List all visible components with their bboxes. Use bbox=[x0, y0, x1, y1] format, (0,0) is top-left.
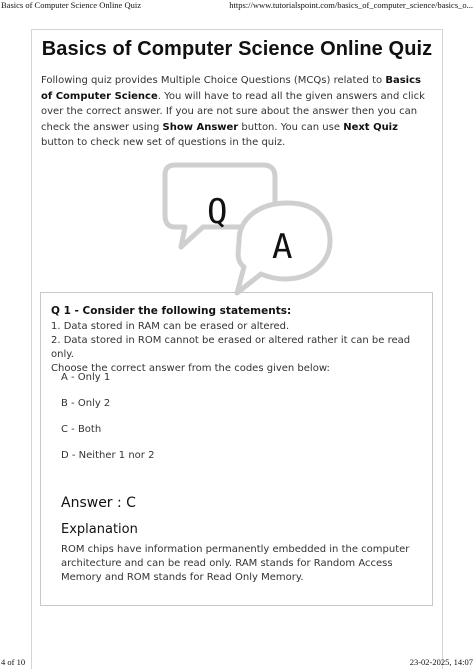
intro-bold-next-quiz: Next Quiz bbox=[343, 121, 398, 133]
intro-bold-show-answer: Show Answer bbox=[162, 121, 239, 133]
intro-text-3: button. You can use bbox=[238, 121, 344, 133]
qa-bubbles-icon bbox=[145, 155, 335, 305]
quiz-card bbox=[31, 29, 443, 669]
intro-paragraph bbox=[41, 73, 433, 151]
print-header-title: Basics of Computer Science Online Quiz bbox=[1, 0, 141, 10]
print-datetime: 23-02-2025, 14:07 bbox=[409, 657, 473, 667]
statement-line: 1. Data stored in RAM can be erased or altered. bbox=[51, 321, 290, 332]
a-letter: A bbox=[272, 227, 293, 267]
intro-bold-topic: Basics of Computer Science bbox=[41, 75, 421, 102]
print-header bbox=[0, 0, 474, 10]
statement-line: 2. Data stored in ROM cannot be erased or altered rather it can be read only. bbox=[51, 335, 411, 360]
q-letter: Q bbox=[207, 192, 228, 232]
intro-text-1: Following quiz provides Multiple Choice Questions (MCQs) related to bbox=[41, 75, 386, 86]
option-c[interactable]: C - Both bbox=[61, 424, 102, 435]
explanation-text: ROM chips have information permanently embedded in the computer architecture and can be read only. RAM stands for Random Access Memory and ROM stands for Read Only Memory. bbox=[61, 544, 410, 583]
print-footer bbox=[0, 657, 474, 667]
option-b[interactable]: B - Only 2 bbox=[61, 398, 111, 409]
question-statements bbox=[51, 320, 427, 376]
answer-text: Answer : C bbox=[61, 495, 136, 511]
intro-text-4: button to check new set of questions in the quiz. bbox=[41, 137, 286, 148]
question-box bbox=[40, 292, 433, 606]
print-page-number: 4 of 10 bbox=[1, 657, 26, 667]
option-d[interactable]: D - Neither 1 nor 2 bbox=[61, 450, 155, 461]
explanation-heading: Explanation bbox=[61, 522, 138, 537]
print-header-url: https://www.tutorialspoint.com/basics_of_computer_science/basics_o... bbox=[229, 0, 473, 10]
question-heading: Q 1 - Consider the following statements: bbox=[51, 305, 292, 317]
intro-text-2: . You will have to read all the given answers and click over the correct answer. If you are not sure about the answer then you can check the answer using bbox=[41, 90, 425, 133]
page-title: Basics of Computer Science Online Quiz bbox=[41, 38, 433, 60]
statement-line: Choose the correct answer from the codes given below: bbox=[51, 363, 330, 374]
option-a[interactable]: A - Only 1 bbox=[61, 372, 111, 383]
